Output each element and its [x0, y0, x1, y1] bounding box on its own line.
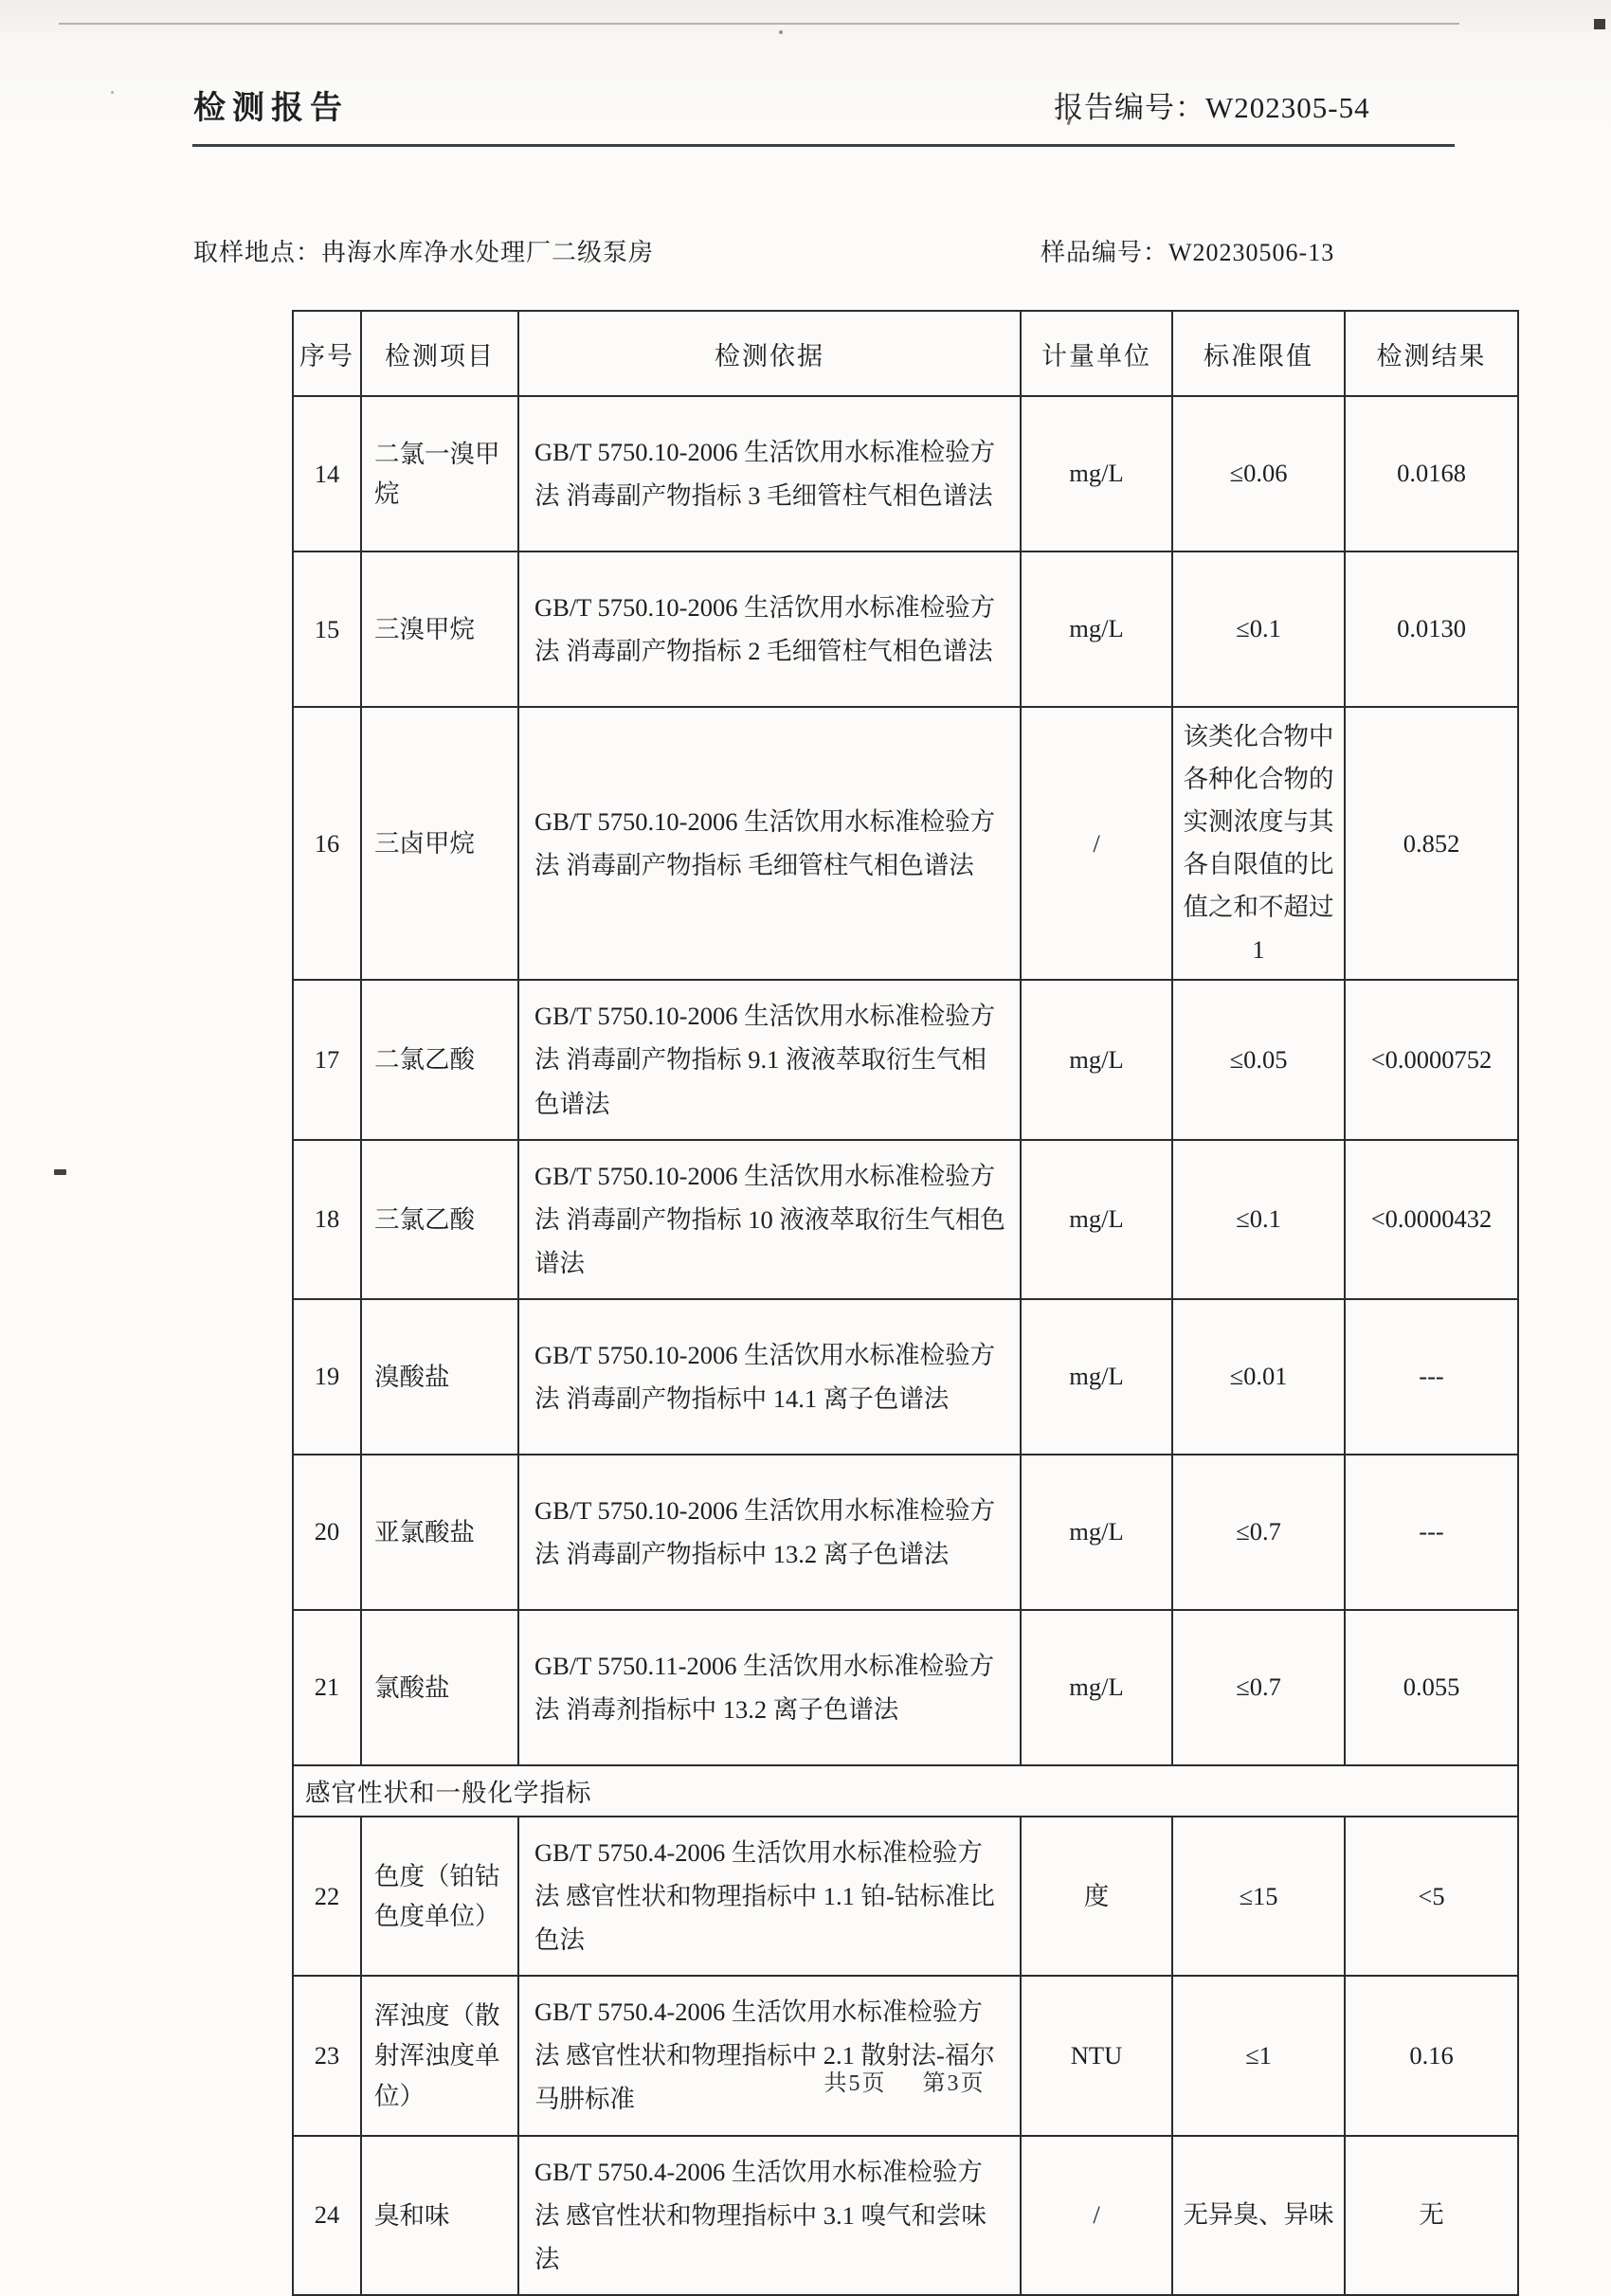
cell-limit: 该类化合物中各种化合物的实测浓度与其各自限值的比值之和不超过1 [1172, 707, 1345, 980]
table-row [293, 980, 1518, 1139]
cell-no: 23 [293, 1976, 361, 2135]
cell-basis: GB/T 5750.4-2006 生活饮用水标准检验方法 感官性状和物理指标中 1.1 铂-钴标准比色法 [518, 1817, 1021, 1976]
cell-result: <0.0000432 [1345, 1140, 1518, 1299]
page-count-total: 共5页 [824, 2071, 887, 2096]
page-footer [292, 2064, 1517, 2097]
table-row [293, 1140, 1518, 1299]
cell-limit: ≤0.1 [1172, 1140, 1345, 1299]
cell-unit: mg/L [1021, 980, 1172, 1139]
report-number [1054, 83, 1370, 126]
cell-basis: GB/T 5750.10-2006 生活饮用水标准检验方法 消毒副产物指标 2 毛细管柱气相色谱法 [518, 551, 1021, 707]
cell-basis: GB/T 5750.4-2006 生活饮用水标准检验方法 感官性状和物理指标中 2.1 散射法-福尔马肼标准 [518, 1976, 1021, 2135]
cell-item: 二氯一溴甲烷 [361, 396, 518, 551]
cell-unit: / [1021, 2136, 1172, 2295]
cell-unit: 度 [1021, 1817, 1172, 1976]
scan-speck [779, 30, 783, 34]
scan-speck [54, 1169, 66, 1175]
cell-no: 24 [293, 2136, 361, 2295]
column-header-unit: 计量单位 [1021, 311, 1172, 396]
cell-limit: ≤0.7 [1172, 1610, 1345, 1765]
cell-basis: GB/T 5750.10-2006 生活饮用水标准检验方法 消毒副产物指标中 13.2 离子色谱法 [518, 1455, 1021, 1610]
cell-no: 18 [293, 1140, 361, 1299]
cell-limit: ≤0.01 [1172, 1299, 1345, 1455]
table-row [293, 707, 1518, 980]
cell-result: 0.852 [1345, 707, 1518, 980]
cell-item: 色度（铂钴色度单位） [361, 1817, 518, 1976]
cell-basis: GB/T 5750.10-2006 生活饮用水标准检验方法 消毒副产物指标 10 液液萃取衍生气相色谱法 [518, 1140, 1021, 1299]
cell-result: 无 [1345, 2136, 1518, 2295]
table-row [293, 1299, 1518, 1455]
cell-item: 三溴甲烷 [361, 551, 518, 707]
cell-result: --- [1345, 1299, 1518, 1455]
cell-limit: 无异臭、异味 [1172, 2136, 1345, 2295]
cell-item: 氯酸盐 [361, 1610, 518, 1765]
cell-result: 0.0130 [1345, 551, 1518, 707]
table-header-row [293, 311, 1518, 396]
cell-result: --- [1345, 1455, 1518, 1610]
cell-unit: mg/L [1021, 1140, 1172, 1299]
scan-speck [111, 91, 114, 94]
cell-limit: ≤0.1 [1172, 551, 1345, 707]
cell-limit: ≤0.05 [1172, 980, 1345, 1139]
cell-basis: GB/T 5750.10-2006 生活饮用水标准检验方法 消毒副产物指标中 14.1 离子色谱法 [518, 1299, 1021, 1455]
section-header-row [293, 1765, 1518, 1817]
scan-corner-mark [1594, 19, 1605, 29]
cell-no: 15 [293, 551, 361, 707]
cell-basis: GB/T 5750.10-2006 生活饮用水标准检验方法 消毒副产物指标 3 毛细管柱气相色谱法 [518, 396, 1021, 551]
cell-item: 三氯乙酸 [361, 1140, 518, 1299]
cell-no: 17 [293, 980, 361, 1139]
scan-edge-line [59, 23, 1459, 25]
sample-number-value: W20230506-13 [1168, 239, 1335, 266]
column-header-no: 序号 [293, 311, 361, 396]
cell-unit: / [1021, 707, 1172, 980]
sample-number-label: 样品编号： [1041, 239, 1169, 266]
cell-basis: GB/T 5750.10-2006 生活饮用水标准检验方法 消毒副产物指标 毛细管柱气相色谱法 [518, 707, 1021, 980]
sampling-location-value: 冉海水库净水处理厂二级泵房 [321, 239, 655, 266]
cell-no: 16 [293, 707, 361, 980]
table-row [293, 1455, 1518, 1610]
cell-unit: mg/L [1021, 396, 1172, 551]
section-header-label: 感官性状和一般化学指标 [293, 1765, 1518, 1817]
sampling-location [193, 233, 654, 268]
cell-limit: ≤1 [1172, 1976, 1345, 2135]
page-count-current: 第3页 [922, 2071, 986, 2096]
cell-result: <0.0000752 [1345, 980, 1518, 1139]
cell-item: 浑浊度（散射浑浊度单位） [361, 1976, 518, 2135]
column-header-limit: 标准限值 [1172, 311, 1345, 396]
cell-item: 二氯乙酸 [361, 980, 518, 1139]
cell-unit: mg/L [1021, 551, 1172, 707]
test-results-table [292, 310, 1519, 2296]
table-row [293, 1817, 1518, 1976]
cell-unit: mg/L [1021, 1455, 1172, 1610]
report-number-label: 报告编号： [1054, 91, 1205, 124]
sampling-location-label: 取样地点： [193, 239, 322, 266]
cell-unit: mg/L [1021, 1610, 1172, 1765]
cell-result: 0.0168 [1345, 396, 1518, 551]
report-number-value: W202305-54 [1205, 91, 1370, 124]
cell-no: 14 [293, 396, 361, 551]
cell-no: 20 [293, 1455, 361, 1610]
cell-basis: GB/T 5750.11-2006 生活饮用水标准检验方法 消毒剂指标中 13.2 离子色谱法 [518, 1610, 1021, 1765]
sample-number [1041, 233, 1334, 268]
header-divider [192, 144, 1455, 147]
cell-limit: ≤0.06 [1172, 396, 1345, 551]
page-title: 检测报告 [193, 91, 349, 126]
cell-unit: mg/L [1021, 1299, 1172, 1455]
cell-limit: ≤0.7 [1172, 1455, 1345, 1610]
cell-item: 溴酸盐 [361, 1299, 518, 1455]
cell-basis: GB/T 5750.4-2006 生活饮用水标准检验方法 感官性状和物理指标中 3.1 嗅气和尝味法 [518, 2136, 1021, 2295]
cell-no: 22 [293, 1817, 361, 1976]
table-row [293, 1610, 1518, 1765]
cell-basis: GB/T 5750.10-2006 生活饮用水标准检验方法 消毒副产物指标 9.1 液液萃取衍生气相色谱法 [518, 980, 1021, 1139]
cell-no: 21 [293, 1610, 361, 1765]
table-body [293, 396, 1518, 2295]
cell-item: 三卤甲烷 [361, 707, 518, 980]
cell-unit: NTU [1021, 1976, 1172, 2135]
table-row [293, 396, 1518, 551]
cell-result: <5 [1345, 1817, 1518, 1976]
cell-item: 亚氯酸盐 [361, 1455, 518, 1610]
cell-result: 0.16 [1345, 1976, 1518, 2135]
table-row [293, 551, 1518, 707]
cell-no: 19 [293, 1299, 361, 1455]
column-header-result: 检测结果 [1345, 311, 1518, 396]
column-header-basis: 检测依据 [518, 311, 1021, 396]
column-header-item: 检测项目 [361, 311, 518, 396]
cell-result: 0.055 [1345, 1610, 1518, 1765]
cell-item: 臭和味 [361, 2136, 518, 2295]
table-row [293, 1976, 1518, 2135]
cell-limit: ≤15 [1172, 1817, 1345, 1976]
